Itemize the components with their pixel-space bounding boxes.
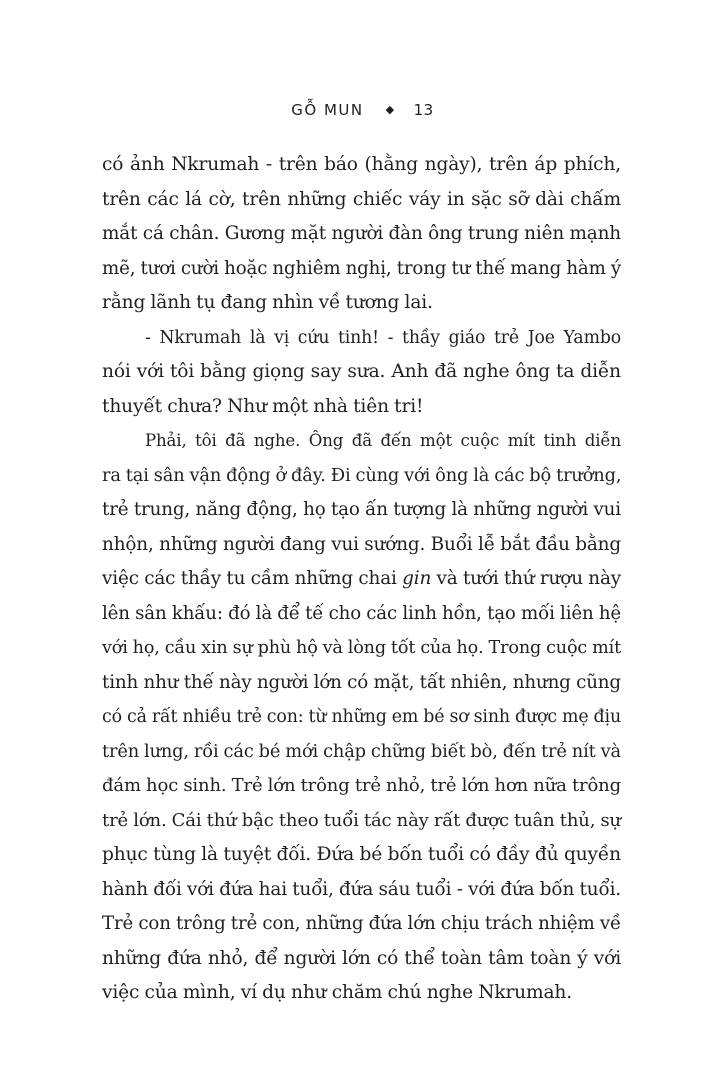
paragraph-1: [102, 148, 621, 321]
text-line: Trẻ con trông trẻ con, những đứa lớn chịu trách nhiệm về: [102, 913, 621, 934]
text-line: hành đối với đứa hai tuổi, đứa sáu tuổi - với đứa bốn tuổi.: [102, 878, 621, 900]
text-line: phục tùng là tuyệt đối. Đứa bé bốn tuổi có đầy đủ quyền: [102, 844, 621, 865]
text-line: Phải, tôi đã nghe. Ông đã đến một cuộc mít tinh diễn: [145, 431, 621, 450]
text-line: việc của mình, ví dụ như chăm chú nghe Nkrumah.: [102, 982, 573, 1003]
running-head: [0, 98, 725, 122]
page-number: 13: [413, 101, 434, 119]
text-line: rằng lãnh tụ đang nhìn về tương lai.: [102, 292, 433, 313]
text-line: với họ, cầu xin sự phù hộ và lòng tốt của họ. Trong cuộc mít: [102, 638, 621, 658]
text-line: - Nkrumah là vị cứu tinh! - thầy giáo trẻ Joe Yambo: [145, 327, 621, 348]
text-line: đám học sinh. Trẻ lớn trông trẻ nhỏ, trẻ lớn hơn nữa trông: [102, 775, 621, 796]
paragraph-2: [102, 321, 621, 425]
text-line: những đứa nhỏ, để người lớn có thể toàn tâm toàn ý với: [102, 947, 621, 969]
text-span: việc các thầy tu cầm những chai: [102, 568, 403, 589]
diamond-separator-icon: ◆: [385, 103, 396, 116]
text-span: và tưới thứ rượu này: [431, 568, 621, 589]
text-line: [102, 562, 621, 597]
text-line: mẽ, tươi cười hoặc nghiêm nghị, trong tư thế mang hàm ý: [102, 257, 621, 279]
body-text: [102, 148, 621, 1011]
text-line: trên lưng, rồi các bé mới chập chững biết bò, đến trẻ nít và: [102, 740, 621, 762]
text-line: trên các lá cờ, trên những chiếc váy in sặc sỡ dài chấm: [102, 188, 621, 210]
text-line: nói với tôi bằng giọng say sưa. Anh đã nghe ông ta diễn: [102, 361, 621, 382]
text-line: nhộn, những người đang vui sướng. Buổi lễ bắt đầu bằng: [102, 533, 621, 555]
paragraph-3: [102, 424, 621, 1011]
text-line: lên sân khấu: đó là để tế cho các linh hồn, tạo mối liên hệ: [102, 602, 621, 624]
italic-word: gin: [402, 568, 432, 589]
text-line: trẻ trung, năng động, họ tạo ấn tượng là những người vui: [102, 499, 621, 520]
text-line: tinh như thế này người lớn có mặt, tất nhiên, nhưng cũng: [102, 671, 621, 693]
text-line: mắt cá chân. Gương mặt người đàn ông trung niên mạnh: [102, 223, 621, 244]
book-title: GỖ MUN: [291, 101, 364, 119]
text-line: ra tại sân vận động ở đây. Đi cùng với ông là các bộ trưởng,: [102, 464, 622, 486]
text-line: trẻ lớn. Cái thứ bậc theo tuổi tác này rất được tuân thủ, sự: [102, 809, 621, 831]
text-line: có ảnh Nkrumah - trên báo (hằng ngày), trên áp phích,: [102, 154, 621, 175]
text-line: có cả rất nhiều trẻ con: từ những em bé sơ sinh được mẹ địu: [102, 707, 621, 727]
text-line: thuyết chưa? Như một nhà tiên tri!: [102, 395, 424, 417]
